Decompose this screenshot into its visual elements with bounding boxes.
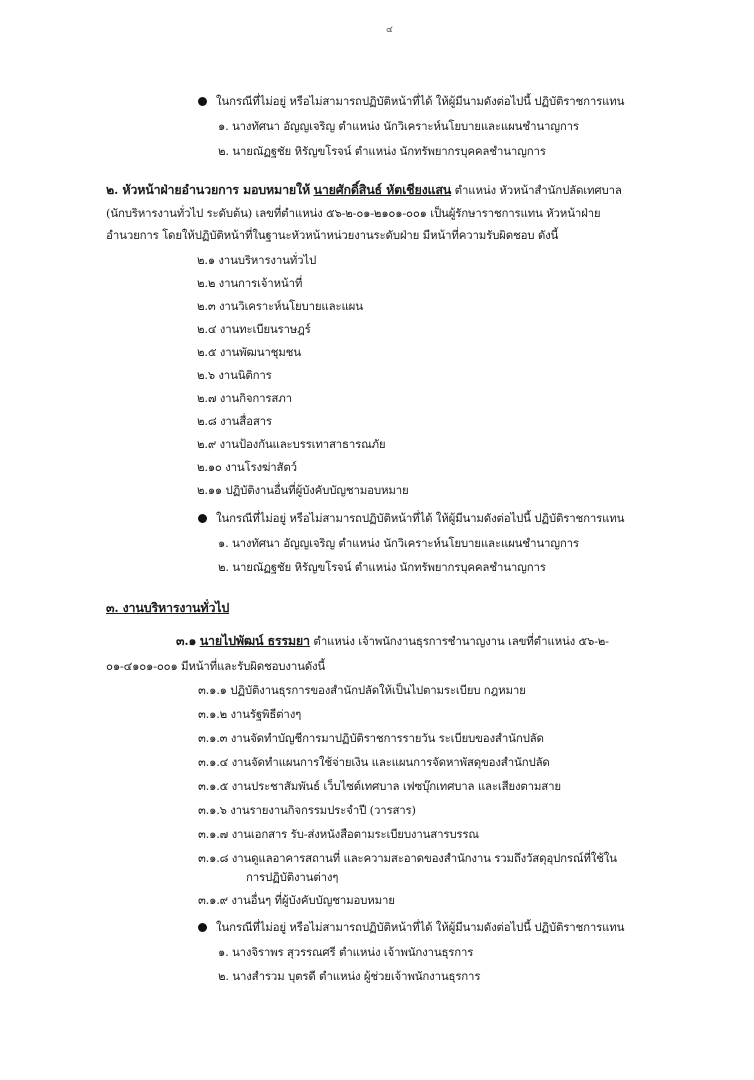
task-item: ๒.๘ งานสื่อสาร <box>197 414 272 428</box>
task-item: ๒.๑ งานบริหารงานทั่วไป <box>197 253 317 267</box>
section-2-intro-line <box>106 183 622 197</box>
substitute-line: ๑. นางจิราพร สุวรรณศรี ตำแหน่ง เจ้าพนักงานธุรการ <box>218 945 474 959</box>
assignee-position: ตำแหน่ง เจ้าพนักงานธุรการชำนาญงาน เลขที่ตำแหน่ง ๕๖-๒- <box>313 634 609 648</box>
page-number: ๔ <box>386 25 393 35</box>
bullet-icon <box>198 97 207 106</box>
substitute-line: ๒. นางสำรวม บุตรดี ตำแหน่ง ผู้ช่วยเจ้าพนักงานธุรการ <box>218 969 481 983</box>
task-item: ๓.๑.๕ งานประชาสัมพันธ์ เว็บไซต์เทศบาล เฟซบุ๊กเทศบาล และเสียงตามสาย <box>198 779 561 793</box>
bullet-icon <box>198 514 207 523</box>
task-item: ๒.๙ งานป้องกันและบรรเทาสาธารณภัย <box>197 437 386 451</box>
substitute-intro: ในกรณีที่ไม่อยู่ หรือไม่สามารถปฏิบัติหน้าที่ได้ ให้ผู้มีนามดังต่อไปนี้ ปฏิบัติราชการแทน <box>216 94 625 108</box>
substitute-line: ๑. นางทัศนา อัญญเจริญ ตำแหน่ง นักวิเคราะห์นโยบายและแผนชำนาญการ <box>218 119 579 133</box>
section-3-heading: ๓. งานบริหารงานทั่วไป <box>106 600 230 615</box>
task-item: ๒.๔ งานทะเบียนราษฎร์ <box>197 322 311 336</box>
task-item: ๓.๑.๖ งานรายงานกิจกรรมประจำปี (วารสาร) <box>198 803 416 817</box>
task-item: ๒.๖ งานนิติการ <box>197 368 272 382</box>
task-item-continued: การปฏิบัติงานต่างๆ <box>246 870 339 884</box>
task-item: ๒.๒ งานการเจ้าหน้าที่ <box>197 276 303 290</box>
substitute-intro: ในกรณีที่ไม่อยู่ หรือไม่สามารถปฏิบัติหน้าที่ได้ ให้ผู้มีนามดังต่อไปนี้ ปฏิบัติราชการแทน <box>216 511 625 525</box>
assignee-name: นายศักดิ์สินธ์ หัตเชียงแสน <box>313 182 452 197</box>
assignee-name: นายไปพัฒน์ ธรรมยา <box>199 633 310 648</box>
task-item: ๓.๑.๔ งานจัดทำแผนการใช้จ่ายเงิน และแผนการจัดหาพัสดุของสำนักปลัด <box>198 755 550 769</box>
section-3-1-line: ๐๑-๔๑๐๑-๐๐๑ มีหน้าที่และรับผิดชอบงานดังนี้ <box>106 659 326 673</box>
task-item: ๓.๑.๗ งานเอกสาร รับ-ส่งหนังสือตามระเบียบงานสารบรรณ <box>198 827 479 841</box>
task-item: ๓.๑.๑ ปฏิบัติงานธุรการของสำนักปลัดให้เป็นไปตามระเบียบ กฎหมาย <box>198 683 526 697</box>
section-2-intro-line: อำนวยการ โดยให้ปฏิบัติหน้าที่ในฐานะหัวหน้าหน่วยงานระดับฝ่าย มีหน้าที่ความรับผิดชอบ ดังนี้ <box>106 228 559 242</box>
section-2-intro-line: (นักบริหารงานทั่วไป ระดับต้น) เลขที่ตำแหน่ง ๕๖-๒-๐๑-๒๑๐๑-๐๐๑ เป็นผู้รักษาราชการแทน หัวหน้าฝ่าย <box>106 206 601 220</box>
section-3-1-line <box>176 634 609 648</box>
task-item: ๒.๓ งานวิเคราะห์นโยบายและแผน <box>197 299 363 313</box>
task-item: ๓.๑.๓ งานจัดทำบัญชีการมาปฏิบัติราชการรายวัน ระเบียบของสำนักปลัด <box>198 731 544 745</box>
substitute-line: ๒. นายณัฏฐชัย หิรัญขโรจน์ ตำแหน่ง นักทรัพยากรบุคคลชำนาญการ <box>218 144 546 158</box>
task-item: ๒.๗ งานกิจการสภา <box>197 391 292 405</box>
assignee-position: ตำแหน่ง หัวหน้าสำนักปลัดเทศบาล <box>454 183 622 197</box>
section-2-lead: ๒. หัวหน้าฝ่ายอำนวยการ มอบหมายให้ <box>106 182 310 197</box>
substitute-intro: ในกรณีที่ไม่อยู่ หรือไม่สามารถปฏิบัติหน้าที่ได้ ให้ผู้มีนามดังต่อไปนี้ ปฏิบัติราชการแทน <box>216 920 625 934</box>
task-item: ๒.๑๐ งานโรงฆ่าสัตว์ <box>197 460 297 474</box>
substitute-line: ๑. นางทัศนา อัญญเจริญ ตำแหน่ง นักวิเคราะห์นโยบายและแผนชำนาญการ <box>218 536 579 550</box>
task-item: ๓.๑.๙ งานอื่นๆ ที่ผู้บังคับบัญชามอบหมาย <box>198 893 395 907</box>
task-item: ๓.๑.๘ งานดูแลอาคารสถานที่ และความสะอาดของสำนักงาน รวมถึงวัสดุอุปกรณ์ที่ใช้ใน <box>198 851 617 865</box>
bullet-icon <box>198 923 207 932</box>
item-number: ๓.๑ <box>176 633 197 648</box>
task-item: ๒.๕ งานพัฒนาชุมชน <box>197 345 301 359</box>
task-item: ๒.๑๑ ปฏิบัติงานอื่นที่ผู้บังคับบัญชามอบหมาย <box>197 483 409 497</box>
task-item: ๓.๑.๒ งานรัฐพิธีต่างๆ <box>198 707 302 721</box>
substitute-line: ๒. นายณัฏฐชัย หิรัญขโรจน์ ตำแหน่ง นักทรัพยากรบุคคลชำนาญการ <box>218 560 546 574</box>
